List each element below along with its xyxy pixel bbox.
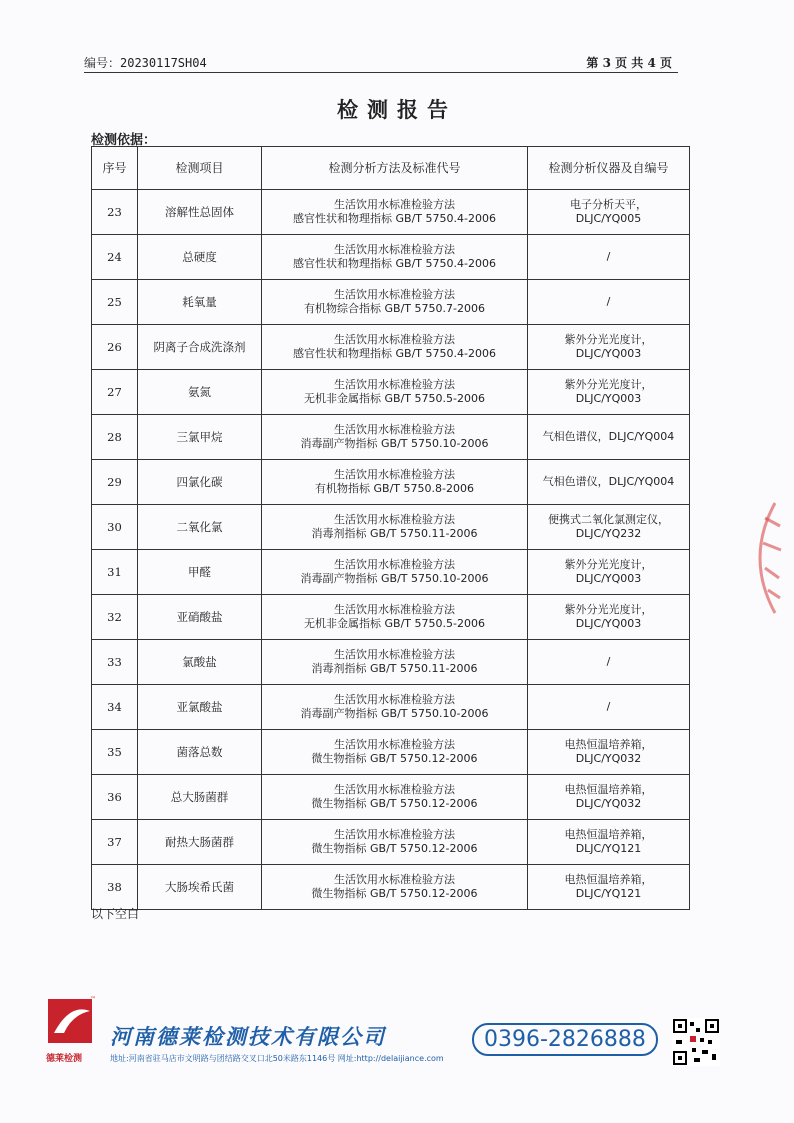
method-line-2: 有机物指标 GB/T 5750.8-2006 [315,482,474,495]
cell-instrument [528,775,690,820]
cell-no: 23 [92,190,138,235]
cell-instrument [528,865,690,910]
cell-method [262,550,528,595]
method-line-1: 生活饮用水标准检验方法 [334,423,455,436]
table-row [92,820,690,865]
col-header-no: 序号 [92,147,138,190]
cell-instrument [528,235,690,280]
instrument-line-1: 电热恒温培养箱， [564,738,653,751]
instrument-line-1: 紫外分光光度计， [564,333,653,346]
table-row [92,415,690,460]
cell-no: 26 [92,325,138,370]
report-number: 编号：20230117SH04 [84,56,207,70]
cell-instrument [528,325,690,370]
cell-method [262,505,528,550]
table-body [92,190,690,910]
method-line-1: 生活饮用水标准检验方法 [334,828,455,841]
method-line-1: 生活饮用水标准检验方法 [334,603,455,616]
instrument-line-2: DLJC/YQ121 [575,842,642,855]
cell-method [262,640,528,685]
company-logo [40,993,100,1063]
table-row [92,595,690,640]
cell-no: 28 [92,415,138,460]
cell-method [262,730,528,775]
method-line-2: 消毒剂指标 GB/T 5750.11-2006 [311,527,478,540]
method-line-1: 生活饮用水标准检验方法 [334,558,455,571]
table-row [92,370,690,415]
instrument-line-1: 气相色谱仪，DLJC/YQ004 [542,475,675,488]
cell-instrument [528,415,690,460]
method-line-1: 生活饮用水标准检验方法 [334,468,455,481]
cell-item: 氯酸盐 [138,640,262,685]
table-row [92,550,690,595]
method-line-2: 微生物指标 GB/T 5750.12-2006 [311,887,478,900]
table-row [92,280,690,325]
company-phone: 0396-2826888 [472,1023,658,1056]
instrument-line-1: 紫外分光光度计， [564,378,653,391]
method-line-2: 消毒剂指标 GB/T 5750.11-2006 [311,662,478,675]
instrument-line-1: 便携式二氧化氯测定仪， [548,513,669,526]
instrument-line-1: 紫外分光光度计， [564,603,653,616]
cell-method [262,235,528,280]
cell-no: 24 [92,235,138,280]
cell-no: 37 [92,820,138,865]
cell-no: 33 [92,640,138,685]
method-line-2: 感官性状和物理指标 GB/T 5750.4-2006 [293,212,496,225]
instrument-line-1: 电热恒温培养箱， [564,828,653,841]
method-line-2: 微生物指标 GB/T 5750.12-2006 [311,842,478,855]
cell-instrument [528,595,690,640]
table-row [92,460,690,505]
instrument-line-1: 紫外分光光度计， [564,558,653,571]
method-line-2: 感官性状和物理指标 GB/T 5750.4-2006 [293,257,496,270]
cell-method [262,865,528,910]
method-line-1: 生活饮用水标准检验方法 [334,243,455,256]
header-divider [84,72,678,73]
instrument-line-1: / [606,250,611,263]
cell-instrument [528,640,690,685]
method-line-2: 消毒副产物指标 GB/T 5750.10-2006 [300,572,489,585]
basis-table [91,146,690,910]
cell-method [262,820,528,865]
method-line-1: 生活饮用水标准检验方法 [334,693,455,706]
method-line-2: 消毒副产物指标 GB/T 5750.10-2006 [300,437,489,450]
instrument-line-1: / [606,655,611,668]
cell-no: 34 [92,685,138,730]
cell-method [262,190,528,235]
cell-no: 25 [92,280,138,325]
cell-no: 30 [92,505,138,550]
cell-instrument [528,280,690,325]
col-header-method: 检测分析方法及标准代号 [262,147,528,190]
instrument-line-2: DLJC/YQ032 [575,752,642,765]
red-seal-stamp [735,498,794,618]
cell-no: 35 [92,730,138,775]
cell-instrument [528,730,690,775]
footer [40,993,760,1073]
cell-instrument [528,820,690,865]
cell-item: 总大肠菌群 [138,775,262,820]
company-name: 河南德莱检测技术有限公司 [110,1025,386,1049]
cell-item: 菌落总数 [138,730,262,775]
method-line-1: 生活饮用水标准检验方法 [334,288,455,301]
table-row [92,190,690,235]
instrument-line-2: DLJC/YQ003 [575,572,642,585]
cell-method [262,685,528,730]
cell-method [262,775,528,820]
instrument-line-1: 电热恒温培养箱， [564,783,653,796]
method-line-1: 生活饮用水标准检验方法 [334,378,455,391]
table-row [92,730,690,775]
cell-instrument [528,190,690,235]
table-row [92,325,690,370]
cell-item: 阴离子合成洗涤剂 [138,325,262,370]
qr-code-icon [672,1018,720,1066]
cell-item: 氨氮 [138,370,262,415]
cell-method [262,370,528,415]
instrument-line-1: 电热恒温培养箱， [564,873,653,886]
table-row [92,775,690,820]
instrument-line-2: DLJC/YQ003 [575,617,642,630]
cell-method [262,460,528,505]
instrument-line-2: DLJC/YQ032 [575,797,642,810]
cell-item: 亚硝酸盐 [138,595,262,640]
instrument-line-2: DLJC/YQ121 [575,887,642,900]
cell-instrument [528,460,690,505]
cell-instrument [528,370,690,415]
method-line-1: 生活饮用水标准检验方法 [334,513,455,526]
company-address: 地址:河南省驻马店市文明路与团结路交叉口北50米路东1146号 网址:http://delaijiance.com [110,1054,444,1063]
method-line-1: 生活饮用水标准检验方法 [334,198,455,211]
table-row [92,505,690,550]
cell-item: 甲醛 [138,550,262,595]
report-title: 检测报告 [337,97,457,122]
table-row [92,235,690,280]
cell-method [262,415,528,460]
cell-item: 二氧化氯 [138,505,262,550]
instrument-line-1: 气相色谱仪，DLJC/YQ004 [542,430,675,443]
method-line-2: 微生物指标 GB/T 5750.12-2006 [311,797,478,810]
cell-no: 27 [92,370,138,415]
cell-instrument [528,505,690,550]
cell-item: 溶解性总固体 [138,190,262,235]
method-line-1: 生活饮用水标准检验方法 [334,738,455,751]
instrument-line-2: DLJC/YQ005 [575,212,642,225]
cell-no: 29 [92,460,138,505]
method-line-1: 生活饮用水标准检验方法 [334,648,455,661]
instrument-line-2: DLJC/YQ003 [575,347,642,360]
cell-no: 38 [92,865,138,910]
cell-method [262,595,528,640]
blank-below-note: 以下空白 [91,907,140,921]
table-row [92,685,690,730]
table-header-row [92,147,690,190]
method-line-1: 生活饮用水标准检验方法 [334,873,455,886]
method-line-2: 微生物指标 GB/T 5750.12-2006 [311,752,478,765]
cell-no: 36 [92,775,138,820]
instrument-line-1: / [606,700,611,713]
cell-item: 大肠埃希氏菌 [138,865,262,910]
basis-label: 检测依据： [91,133,157,148]
cell-method [262,280,528,325]
cell-method [262,325,528,370]
cell-no: 32 [92,595,138,640]
cell-instrument [528,550,690,595]
page-info: 第 3 页 共 4 页 [586,56,672,70]
method-line-1: 生活饮用水标准检验方法 [334,783,455,796]
method-line-2: 无机非金属指标 GB/T 5750.5-2006 [304,392,485,405]
cell-item: 耗氧量 [138,280,262,325]
method-line-2: 感官性状和物理指标 GB/T 5750.4-2006 [293,347,496,360]
method-line-2: 有机物综合指标 GB/T 5750.7-2006 [304,302,485,315]
cell-item: 耐热大肠菌群 [138,820,262,865]
logo-text: 德莱检测 [46,1054,83,1064]
cell-item: 四氯化碳 [138,460,262,505]
instrument-line-1: / [606,295,611,308]
cell-item: 亚氯酸盐 [138,685,262,730]
svg-text:™: ™ [90,996,96,1003]
cell-no: 31 [92,550,138,595]
table-row [92,640,690,685]
instrument-line-2: DLJC/YQ003 [575,392,642,405]
cell-item: 总硬度 [138,235,262,280]
method-line-2: 消毒副产物指标 GB/T 5750.10-2006 [300,707,489,720]
cell-item: 三氯甲烷 [138,415,262,460]
col-header-item: 检测项目 [138,147,262,190]
cell-instrument [528,685,690,730]
table-row [92,865,690,910]
instrument-line-2: DLJC/YQ232 [575,527,642,540]
col-header-instrument: 检测分析仪器及自编号 [528,147,690,190]
method-line-2: 无机非金属指标 GB/T 5750.5-2006 [304,617,485,630]
instrument-line-1: 电子分析天平， [570,198,647,211]
method-line-1: 生活饮用水标准检验方法 [334,333,455,346]
